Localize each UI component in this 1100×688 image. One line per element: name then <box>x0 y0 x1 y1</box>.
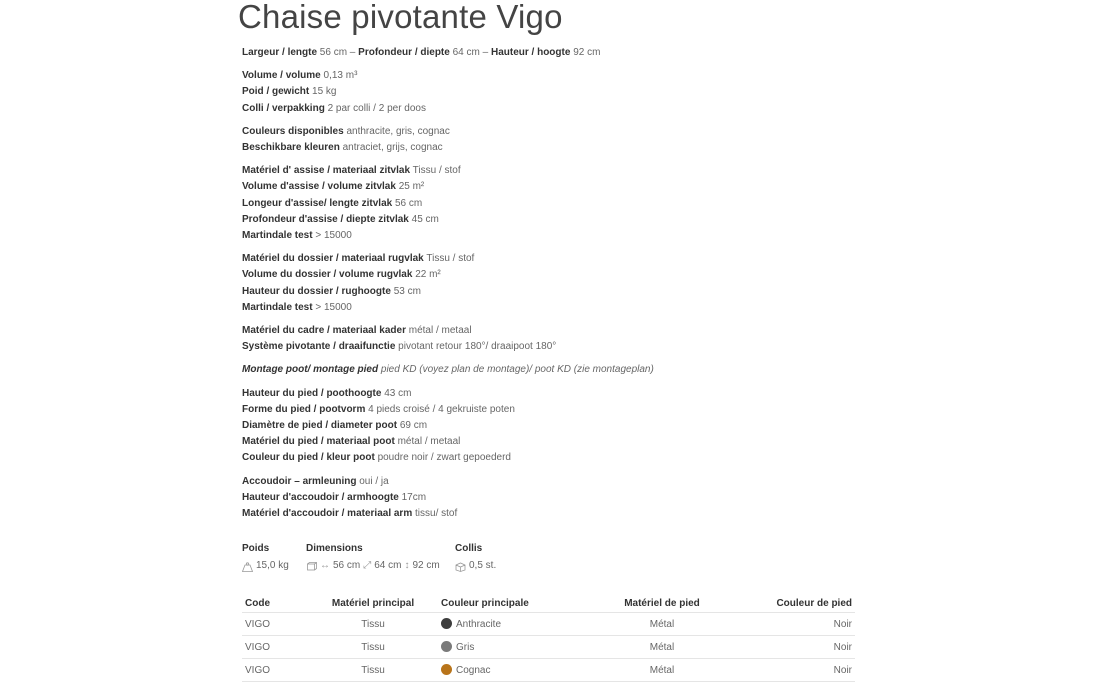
spec-value: métal / metaal <box>397 436 461 448</box>
spec-value: 4 pieds croisé / 4 gekruiste poten <box>368 403 515 415</box>
cell-foot-color: Noir <box>730 613 855 636</box>
spec-line <box>242 362 862 378</box>
spec-label: Martindale test <box>242 230 313 242</box>
cell-color-label: Gris <box>456 642 475 653</box>
spec-value: 56 cm <box>319 47 348 58</box>
spec-line <box>242 474 862 490</box>
summary-weight <box>242 542 289 574</box>
summary-weight-value-row <box>242 558 289 574</box>
summary-weight-value: 15,0 kg <box>256 560 289 571</box>
spec-value: Tissu / stof <box>412 165 461 177</box>
summary-height-value: 92 cm <box>412 560 440 571</box>
cell-color <box>438 636 594 659</box>
column-header-foot-color: Couleur de pied <box>730 594 855 613</box>
spec-value: tissu/ stof <box>415 508 458 520</box>
spec-value: 45 cm <box>411 213 439 225</box>
spec-separator: – <box>479 47 491 58</box>
depth-arrow-icon: ⤢ <box>363 560 372 571</box>
cell-color-label: Anthracite <box>456 619 502 630</box>
spec-line <box>242 506 862 522</box>
product-summary <box>242 542 862 576</box>
spec-line <box>242 228 862 244</box>
weight-icon <box>242 562 253 571</box>
spec-label: Montage poot/ montage pied <box>242 364 379 376</box>
cell-material: Tissu <box>308 613 438 636</box>
column-header-code: Code <box>242 594 308 613</box>
package-icon <box>455 562 466 571</box>
spec-line <box>242 402 862 418</box>
spec-list <box>242 45 862 529</box>
spec-value: pivotant retour 180°/ draaipoot 180° <box>398 341 557 353</box>
spec-value: 64 cm <box>452 47 480 58</box>
spec-label: Accoudoir – armleuning <box>242 475 357 487</box>
spec-line <box>242 284 862 300</box>
spec-value: 17cm <box>401 491 427 503</box>
cell-foot-material: Métal <box>594 659 730 682</box>
spec-label: Martindale test <box>242 301 313 313</box>
spec-line <box>242 450 862 466</box>
spec-label: Volume du dossier / volume rugvlak <box>242 269 413 281</box>
spec-line <box>242 84 862 100</box>
spec-value: 22 m² <box>415 269 441 281</box>
cell-color <box>438 613 594 636</box>
spec-label: Colli / verpakking <box>242 102 325 114</box>
cell-foot-material: Métal <box>594 636 730 659</box>
spec-line <box>242 386 862 402</box>
spec-value: 92 cm <box>573 47 601 58</box>
spec-group-armrest <box>242 474 862 523</box>
spec-value: > 15000 <box>315 301 352 313</box>
spec-label: Couleurs disponibles <box>242 125 344 137</box>
spec-line <box>242 179 862 195</box>
summary-dimensions <box>306 542 440 574</box>
spec-line <box>242 68 862 84</box>
color-swatch <box>441 664 452 675</box>
cell-material: Tissu <box>308 636 438 659</box>
summary-collis-heading: Collis <box>455 543 483 554</box>
spec-value: 43 cm <box>384 387 412 399</box>
spec-label: Forme du pied / pootvorm <box>242 403 366 415</box>
spec-value: pied KD (voyez plan de montage)/ poot KD (zie montageplan) <box>380 364 654 376</box>
spec-line <box>242 163 862 179</box>
summary-weight-heading: Poids <box>242 543 270 554</box>
spec-value: métal / metaal <box>408 325 472 337</box>
spec-line <box>242 339 862 355</box>
spec-line <box>242 418 862 434</box>
color-swatch <box>441 641 452 652</box>
cell-foot-material: Métal <box>594 613 730 636</box>
cell-foot-color: Noir <box>730 659 855 682</box>
summary-depth-value: 64 cm <box>374 560 402 571</box>
spec-label: Hauteur du dossier / rughoogte <box>242 285 391 297</box>
spec-line <box>242 267 862 283</box>
variants-table <box>242 594 855 682</box>
spec-line <box>242 101 862 117</box>
spec-label: Hauteur du pied / poothoogte <box>242 387 382 399</box>
spec-label: Poid / gewicht <box>242 86 310 98</box>
spec-label: Matériel d'accoudoir / materiaal arm <box>242 508 413 520</box>
summary-dimensions-value-row <box>306 558 440 574</box>
spec-line <box>242 434 862 450</box>
spec-label: Profondeur d'assise / diepte zitvlak <box>242 213 409 225</box>
spec-value: 56 cm <box>394 197 423 209</box>
table-row <box>242 659 855 682</box>
spec-label: Système pivotante / draaifunctie <box>242 341 396 353</box>
spec-label: Couleur du pied / kleur poot <box>242 452 375 464</box>
cell-material: Tissu <box>308 659 438 682</box>
summary-collis-value: 0,5 st. <box>469 560 497 571</box>
spec-value: oui / ja <box>359 475 389 487</box>
spec-label: Matériel d' assise / materiaal zitvlak <box>242 165 411 177</box>
spec-label: Matériel du dossier / materiaal rugvlak <box>242 253 424 265</box>
spec-label: Matériel du pied / materiaal poot <box>242 436 395 448</box>
spec-line <box>242 300 862 316</box>
table-row <box>242 613 855 636</box>
cell-code: VIGO <box>242 636 308 659</box>
spec-line <box>242 140 862 156</box>
table-header-row <box>242 594 855 613</box>
spec-group-frame <box>242 323 862 355</box>
column-header-main-material: Matériel principal <box>308 594 438 613</box>
spec-value: 53 cm <box>393 285 421 297</box>
width-arrow-icon: ↔ <box>320 560 330 571</box>
page-title: Chaise pivotante Vigo <box>238 0 563 35</box>
spec-value: 25 m² <box>398 181 425 193</box>
spec-value: Tissu / stof <box>426 253 475 265</box>
table-row <box>242 636 855 659</box>
spec-group-foot <box>242 386 862 467</box>
spec-line <box>242 251 862 267</box>
cell-code: VIGO <box>242 659 308 682</box>
spec-group-packaging <box>242 68 862 117</box>
spec-label: Hauteur d'accoudoir / armhoogte <box>242 491 399 503</box>
spec-group-backrest <box>242 251 862 316</box>
spec-label: Beschikbare kleuren <box>242 142 340 154</box>
summary-collis <box>455 542 496 574</box>
spec-label: Diamètre de pied / diameter poot <box>242 420 398 432</box>
column-header-main-color: Couleur principale <box>438 594 594 613</box>
cell-color <box>438 659 594 682</box>
dimensions-icon <box>306 562 317 571</box>
spec-line <box>242 323 862 339</box>
spec-value: 2 par colli / 2 per doos <box>327 102 426 114</box>
spec-value: poudre noir / zwart gepoederd <box>377 452 511 464</box>
height-arrow-icon: ↕ <box>404 560 410 571</box>
spec-group-dimensions <box>242 45 862 61</box>
cell-code: VIGO <box>242 613 308 636</box>
spec-label: Longeur d'assise/ lengte zitvlak <box>242 197 393 209</box>
spec-label: Hauteur / hoogte <box>490 47 571 58</box>
spec-line <box>242 212 862 228</box>
color-swatch <box>441 618 452 629</box>
spec-separator: – <box>347 47 359 58</box>
summary-width-value: 56 cm <box>333 560 361 571</box>
spec-value: 69 cm <box>399 420 428 432</box>
spec-label: Largeur / lengte <box>242 47 318 58</box>
spec-group-assembly <box>242 362 862 378</box>
cell-color-label: Cognac <box>456 665 491 676</box>
spec-label: Profondeur / diepte <box>358 47 450 58</box>
spec-group-seat <box>242 163 862 244</box>
summary-dimensions-heading: Dimensions <box>306 543 363 554</box>
spec-value: anthracite, gris, cognac <box>346 125 450 137</box>
summary-collis-value-row <box>455 558 496 574</box>
spec-value: 0,13 m³ <box>323 70 358 82</box>
spec-line <box>242 45 862 61</box>
spec-value: > 15000 <box>315 230 352 242</box>
spec-line <box>242 196 862 212</box>
spec-label: Volume / volume <box>242 70 321 82</box>
spec-value: antraciet, grijs, cognac <box>342 142 443 154</box>
spec-line <box>242 124 862 140</box>
spec-label: Volume d'assise / volume zitvlak <box>242 181 396 193</box>
cell-foot-color: Noir <box>730 636 855 659</box>
spec-line <box>242 490 862 506</box>
spec-value: 15 kg <box>312 86 337 98</box>
spec-label: Matériel du cadre / materiaal kader <box>242 325 406 337</box>
column-header-foot-material: Matériel de pied <box>594 594 730 613</box>
spec-group-colors <box>242 124 862 156</box>
